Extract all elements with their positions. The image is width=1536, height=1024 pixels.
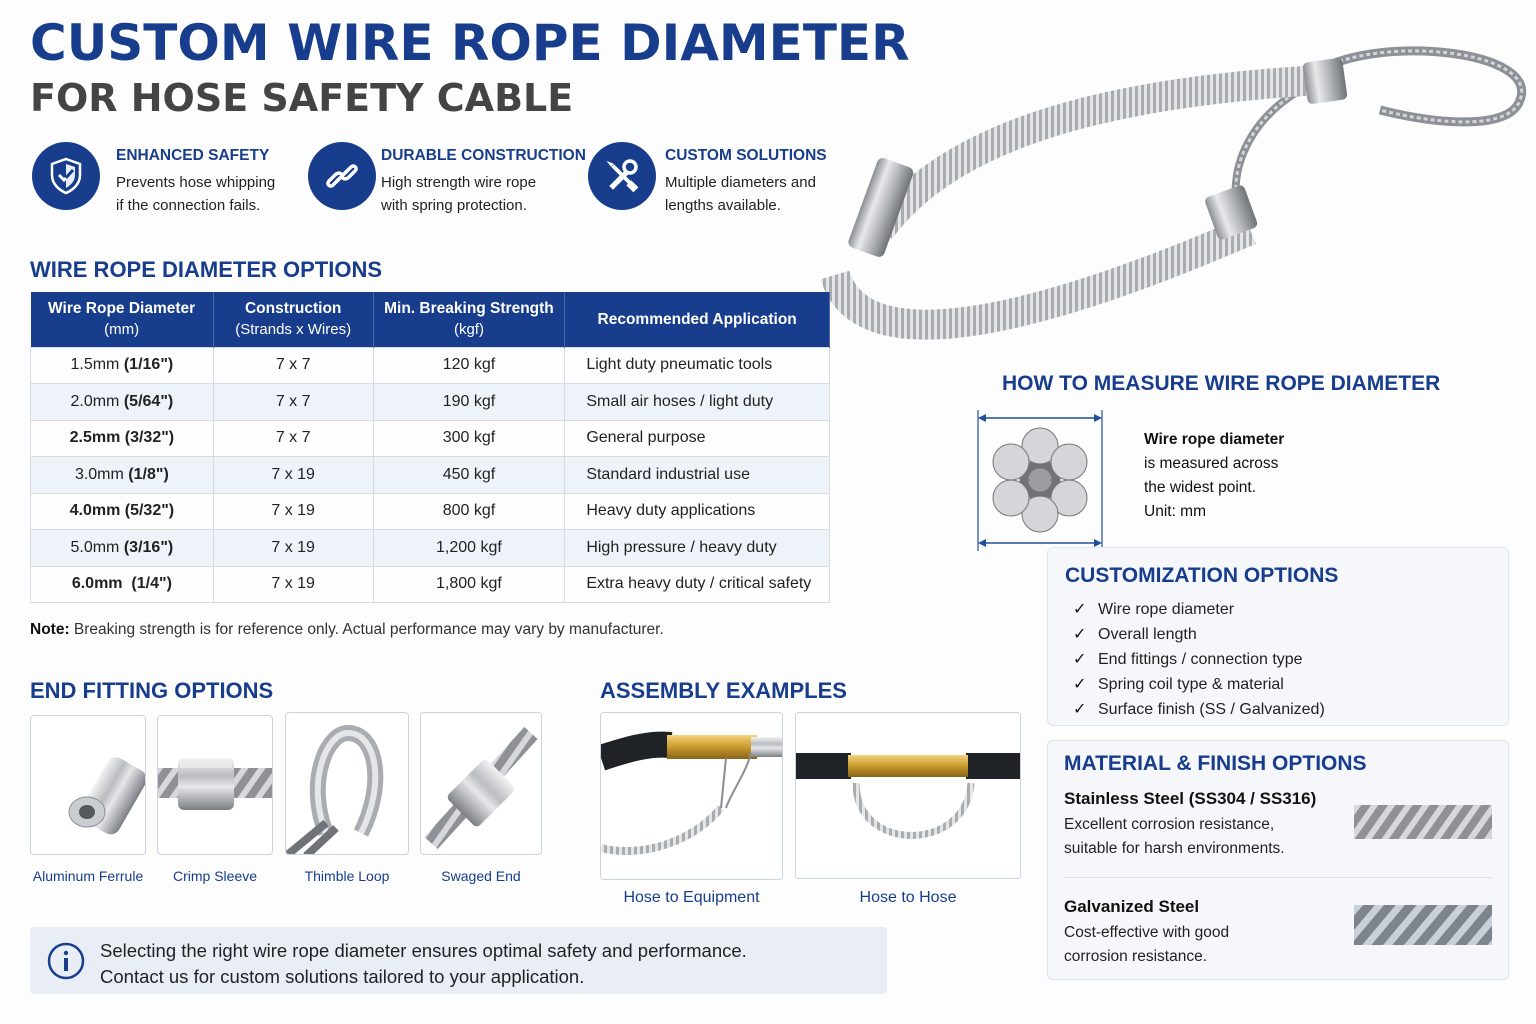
assembly-label: Hose to Equipment bbox=[623, 889, 760, 906]
list-item: ✓ Surface finish (SS / Galvanized) bbox=[1073, 701, 1325, 718]
diameter-cell: 2.5mm (3/32") bbox=[31, 420, 214, 457]
table-row bbox=[31, 530, 830, 567]
check-icon: ✓ bbox=[1073, 676, 1087, 693]
fitting-label: Thimble Loop bbox=[304, 868, 390, 884]
table-row bbox=[31, 493, 830, 530]
column-header: Min. Breaking Strength (kgf) bbox=[373, 292, 565, 347]
crimp-sleeve-icon bbox=[158, 716, 273, 855]
table-row bbox=[31, 457, 830, 494]
fitting-card-swaged-end[interactable] bbox=[420, 712, 542, 855]
table-note: Note: Breaking strength is for reference only. Actual performance may vary by manufacturer. bbox=[30, 621, 664, 638]
diameter-cell: 6.0mm (1/4") bbox=[31, 566, 214, 603]
hose-to-equipment-image bbox=[601, 713, 783, 880]
fitting-card-aluminum-ferrule[interactable] bbox=[30, 715, 146, 855]
aluminum-ferrule-icon bbox=[31, 716, 146, 855]
material-panel bbox=[1047, 740, 1509, 980]
feature-durable-construction bbox=[308, 140, 586, 220]
feature-description: Prevents hose whipping if the connection fails. bbox=[116, 174, 276, 214]
application-cell: Light duty pneumatic tools bbox=[565, 347, 830, 384]
strength-cell: 300 kgf bbox=[373, 420, 565, 457]
table-header-row bbox=[31, 292, 830, 347]
how-to-measure-heading: HOW TO MEASURE WIRE ROPE DIAMETER bbox=[1002, 372, 1441, 395]
table-row bbox=[31, 384, 830, 421]
list-item: ✓ Wire rope diameter bbox=[1073, 601, 1235, 618]
table-row bbox=[31, 347, 830, 384]
wrench-screwdriver-icon bbox=[588, 142, 656, 210]
wire-rope-options-heading: WIRE ROPE DIAMETER OPTIONS bbox=[30, 257, 383, 282]
list-item: ✓ Spring coil type & material bbox=[1073, 676, 1284, 693]
column-header: Recommended Application bbox=[565, 292, 830, 347]
construction-cell: 7 x 19 bbox=[213, 566, 373, 603]
application-cell: Standard industrial use bbox=[565, 457, 830, 494]
fitting-label: Crimp Sleeve bbox=[172, 868, 258, 884]
assembly-heading: ASSEMBLY EXAMPLES bbox=[600, 678, 847, 703]
construction-cell: 7 x 7 bbox=[213, 347, 373, 384]
column-header: Construction (Strands x Wires) bbox=[213, 292, 373, 347]
customization-panel bbox=[1047, 547, 1509, 726]
strength-cell: 1,800 kgf bbox=[373, 566, 565, 603]
fitting-label: Swaged End bbox=[441, 868, 521, 884]
strength-cell: 1,200 kgf bbox=[373, 530, 565, 567]
diameter-cell: 2.0mm (5/64") bbox=[31, 384, 214, 421]
thimble-loop-icon bbox=[286, 713, 409, 855]
strength-cell: 120 kgf bbox=[373, 347, 565, 384]
material-heading: MATERIAL & FINISH OPTIONS bbox=[1064, 752, 1367, 775]
construction-cell: 7 x 19 bbox=[213, 493, 373, 530]
column-header: Wire Rope Diameter (mm) bbox=[31, 292, 214, 347]
divider bbox=[1064, 877, 1492, 878]
application-cell: Small air hoses / light duty bbox=[565, 384, 830, 421]
feature-description: Multiple diameters and lengths available. bbox=[665, 174, 816, 214]
construction-cell: 7 x 19 bbox=[213, 530, 373, 567]
fitting-card-crimp-sleeve[interactable] bbox=[157, 715, 273, 855]
feature-title: CUSTOM SOLUTIONS bbox=[665, 147, 827, 164]
chain-link-icon bbox=[308, 142, 376, 210]
page-subtitle: FOR HOSE SAFETY CABLE bbox=[30, 76, 574, 120]
stainless-rope-swatch bbox=[1354, 805, 1492, 839]
customization-heading: CUSTOMIZATION OPTIONS bbox=[1065, 564, 1339, 587]
diameter-cell: 1.5mm (1/16") bbox=[31, 347, 214, 384]
diameter-cell: 3.0mm (1/8") bbox=[31, 457, 214, 494]
application-cell: Heavy duty applications bbox=[565, 493, 830, 530]
info-banner bbox=[30, 927, 887, 994]
construction-cell: 7 x 19 bbox=[213, 457, 373, 494]
construction-cell: 7 x 7 bbox=[213, 420, 373, 457]
material-description: Cost-effective with good corrosion resistance. bbox=[1064, 924, 1230, 965]
feature-enhanced-safety bbox=[32, 140, 302, 220]
feature-title: ENHANCED SAFETY bbox=[116, 147, 270, 164]
hose-safety-cable-image bbox=[820, 30, 1530, 360]
list-item: ✓ Overall length bbox=[1073, 626, 1197, 643]
table-row bbox=[31, 420, 830, 457]
info-text: Selecting the right wire rope diameter ensures optimal safety and performance. Contact us for custom solutions tailored to your application. bbox=[100, 940, 747, 987]
material-name: Stainless Steel (SS304 / SS316) bbox=[1064, 789, 1317, 808]
fitting-card-thimble-loop[interactable] bbox=[285, 712, 409, 855]
strength-cell: 800 kgf bbox=[373, 493, 565, 530]
rope-cross-section-icon bbox=[972, 408, 1107, 553]
check-icon: ✓ bbox=[1073, 651, 1087, 668]
check-icon: ✓ bbox=[1073, 601, 1087, 618]
feature-title: DURABLE CONSTRUCTION bbox=[381, 147, 586, 164]
shield-check-icon bbox=[32, 142, 100, 210]
end-fitting-heading: END FITTING OPTIONS bbox=[30, 678, 274, 703]
customization-list bbox=[1073, 600, 1325, 725]
diameter-cell: 4.0mm (5/32") bbox=[31, 493, 214, 530]
page-title: CUSTOM WIRE ROPE DIAMETER bbox=[30, 14, 910, 72]
strength-cell: 450 kgf bbox=[373, 457, 565, 494]
assembly-label: Hose to Hose bbox=[859, 889, 957, 906]
fitting-label: Aluminum Ferrule bbox=[32, 868, 144, 884]
swaged-end-icon bbox=[421, 713, 542, 855]
list-item: ✓ End fittings / connection type bbox=[1073, 651, 1303, 668]
application-cell: Extra heavy duty / critical safety bbox=[565, 566, 830, 603]
assembly-card-hose-to-equipment[interactable] bbox=[600, 712, 783, 880]
check-icon: ✓ bbox=[1073, 626, 1087, 643]
check-icon: ✓ bbox=[1073, 701, 1087, 718]
assembly-card-hose-to-hose[interactable] bbox=[795, 712, 1021, 879]
diameter-cell: 5.0mm (3/16") bbox=[31, 530, 214, 567]
info-icon bbox=[47, 942, 85, 980]
hose-to-hose-image bbox=[796, 713, 1021, 879]
feature-custom-solutions bbox=[588, 140, 848, 220]
material-description: Excellent corrosion resistance, suitable for harsh environments. bbox=[1064, 816, 1285, 857]
application-cell: High pressure / heavy duty bbox=[565, 530, 830, 567]
wire-rope-options-table bbox=[30, 292, 830, 603]
construction-cell: 7 x 7 bbox=[213, 384, 373, 421]
feature-description: High strength wire rope with spring protection. bbox=[381, 174, 537, 214]
measure-description: Wire rope diameter is measured across the widest point. Unit: mm bbox=[1144, 431, 1285, 520]
material-name: Galvanized Steel bbox=[1064, 897, 1200, 916]
application-cell: General purpose bbox=[565, 420, 830, 457]
strength-cell: 190 kgf bbox=[373, 384, 565, 421]
galvanized-rope-swatch bbox=[1354, 905, 1492, 945]
table-row bbox=[31, 566, 830, 603]
